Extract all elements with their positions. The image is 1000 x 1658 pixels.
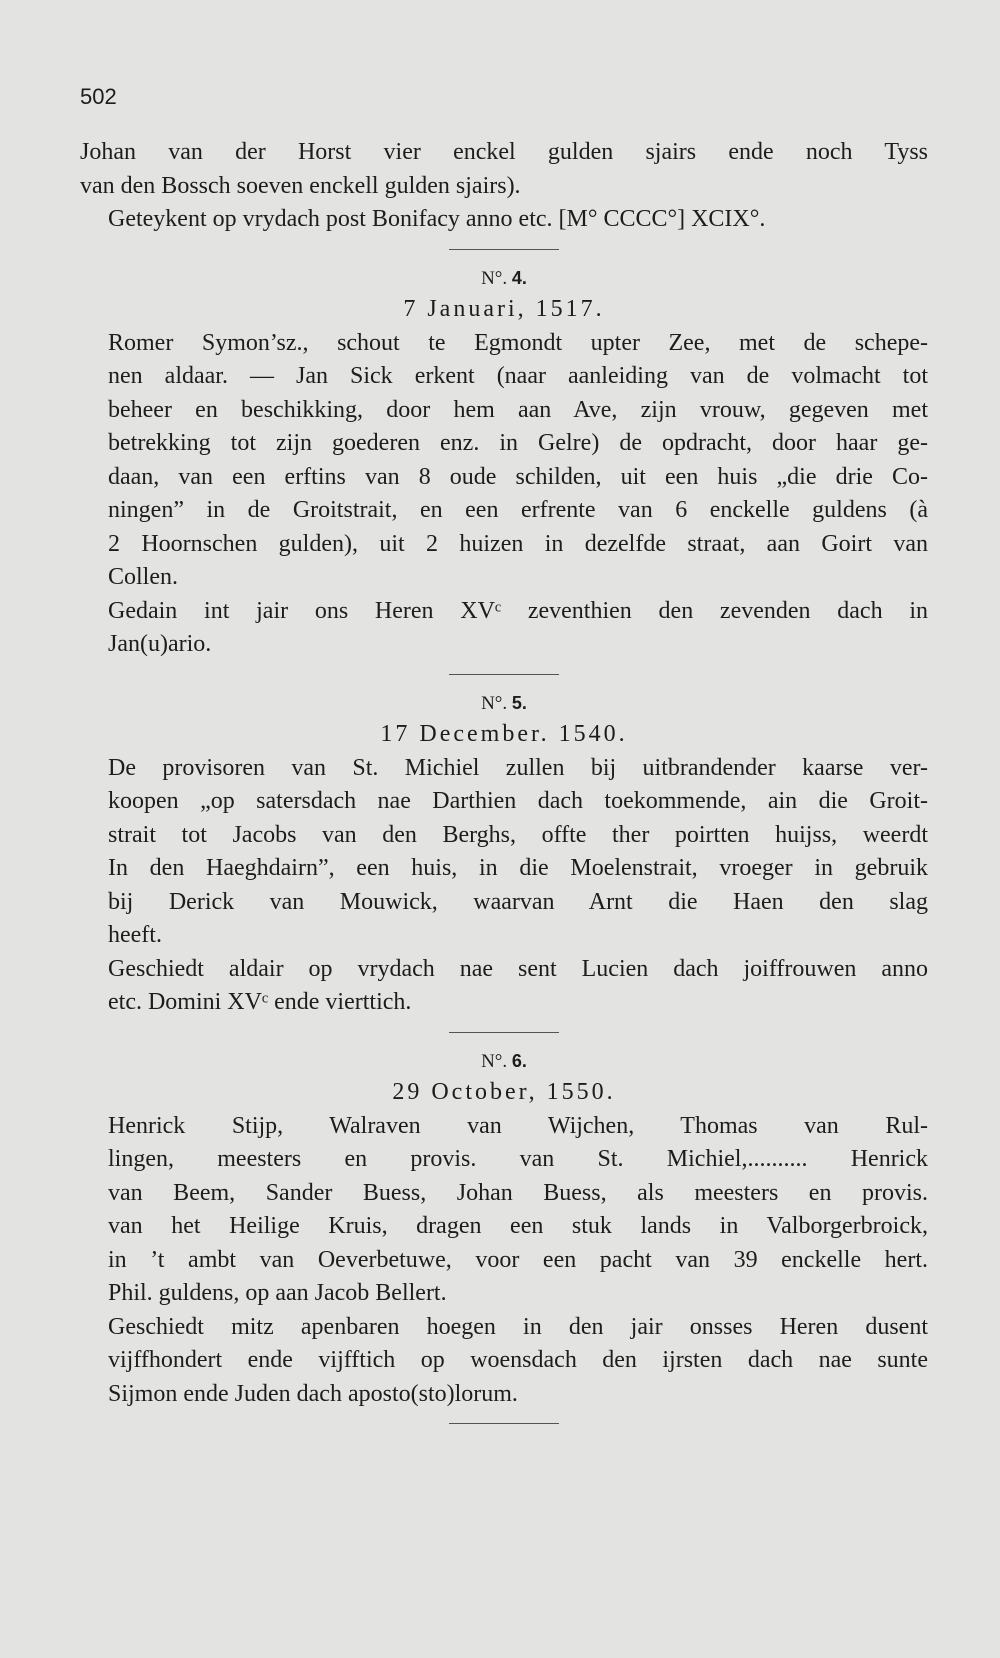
text-line: bij Derick van Mouwick, waarvan Arnt die Haen den slag (108, 888, 928, 915)
section-divider (449, 249, 559, 250)
intro-paragraph (80, 136, 928, 203)
document-closing (80, 595, 928, 662)
text-line: van den Bossch soeven enckell gulden sjairs). (80, 172, 521, 199)
number-prefix: N°. (481, 1050, 508, 1072)
page-number: 502 (80, 84, 117, 109)
document-date: 7 Januari, 1517. (403, 295, 605, 322)
text-line: Geteykent op vrydach post Bonifacy anno etc. [M° CCCC°] XCIX°. (108, 206, 766, 232)
document-closing (80, 1311, 928, 1412)
document-date: 29 October, 1550. (392, 1078, 616, 1105)
section-divider (449, 1423, 559, 1424)
text-line: Johan van der Horst vier enckel gulden sjairs ende noch Tyss (80, 139, 928, 165)
text-line: Gedain int jair ons Heren XVᶜ zeventhien den zevenden dach in (108, 597, 928, 624)
number-prefix: N°. (481, 267, 508, 289)
text-line: Sijmon ende Juden dach aposto(sto)lorum. (108, 1380, 518, 1407)
text-line: in ’t ambt van Oeverbetuwe, voor een pacht van 39 enckelle hert. (108, 1246, 928, 1273)
text-line: beheer en beschikking, door hem aan Ave, zijn vrouw, gegeven met (108, 396, 928, 423)
text-line: lingen, meesters en provis. van St. Michiel,.......... Henrick (108, 1146, 928, 1172)
document-body (80, 1110, 928, 1311)
text-line: van Beem, Sander Buess, Johan Buess, als meesters en provis. (108, 1179, 928, 1206)
number-prefix: N°. (481, 692, 508, 714)
number-value: 4. (511, 267, 527, 288)
text-line: In den Haeghdairn”, een huis, in die Moelenstrait, vroeger in gebruik (108, 855, 928, 881)
text-line: heeft. (108, 922, 162, 948)
text-line: van het Heilige Kruis, dragen een stuk lands in Valborgerbroick, (108, 1213, 928, 1239)
text-line: nen aldaar. — Jan Sick erkent (naar aanleiding van de volmacht tot (108, 363, 928, 389)
text-line: 2 Hoornschen gulden), uit 2 huizen in dezelfde straat, aan Goirt van (108, 530, 928, 557)
intro-closing (80, 203, 928, 237)
text-line: Henrick Stijp, Walraven van Wijchen, Thomas van Rul- (108, 1112, 928, 1139)
document-number (80, 693, 928, 715)
document-closing (80, 953, 928, 1020)
text-line: daan, van een erftins van 8 oude schilden, uit een huis „die drie Co- (108, 463, 928, 490)
number-value: 6. (511, 1050, 527, 1071)
text-line: betrekking tot zijn goederen enz. in Gelre) de opdracht, door haar ge- (108, 430, 928, 456)
text-line: Phil. guldens, op aan Jacob Bellert. (108, 1280, 447, 1306)
text-line: ningen” in de Groitstrait, en een erfrente van 6 enckelle guldens (à (108, 497, 928, 523)
section-divider (449, 674, 559, 675)
text-line: Collen. (108, 564, 178, 590)
document-number (80, 268, 928, 290)
document-number (80, 1051, 928, 1073)
text-line: Geschiedt mitz apenbaren hoegen in den jair onsses Heren dusent (108, 1313, 928, 1340)
section-divider (449, 1032, 559, 1033)
text-line: koopen „op satersdach nae Darthien dach toekommende, ain die Groit- (108, 788, 928, 814)
text-line: etc. Domini XVᶜ ende vierttich. (108, 989, 412, 1015)
document-date: 17 December. 1540. (380, 720, 628, 747)
text-line: Romer Symon’sz., schout te Egmondt upter Zee, met de schepe- (108, 329, 928, 356)
text-line: Jan(u)ario. (108, 631, 212, 657)
text-line: vijffhondert ende vijfftich op woensdach den ijrsten dach nae sunte (108, 1347, 928, 1373)
number-value: 5. (511, 692, 527, 713)
document-body (80, 327, 928, 595)
text-line: Geschiedt aldair op vrydach nae sent Lucien dach joiffrouwen anno (108, 955, 928, 982)
text-line: De provisoren van St. Michiel zullen bij uitbrandender kaarse ver- (108, 754, 928, 781)
text-line: strait tot Jacobs van den Berghs, offte ther poirtten huijss, weerdt (108, 821, 928, 848)
document-body (80, 752, 928, 953)
